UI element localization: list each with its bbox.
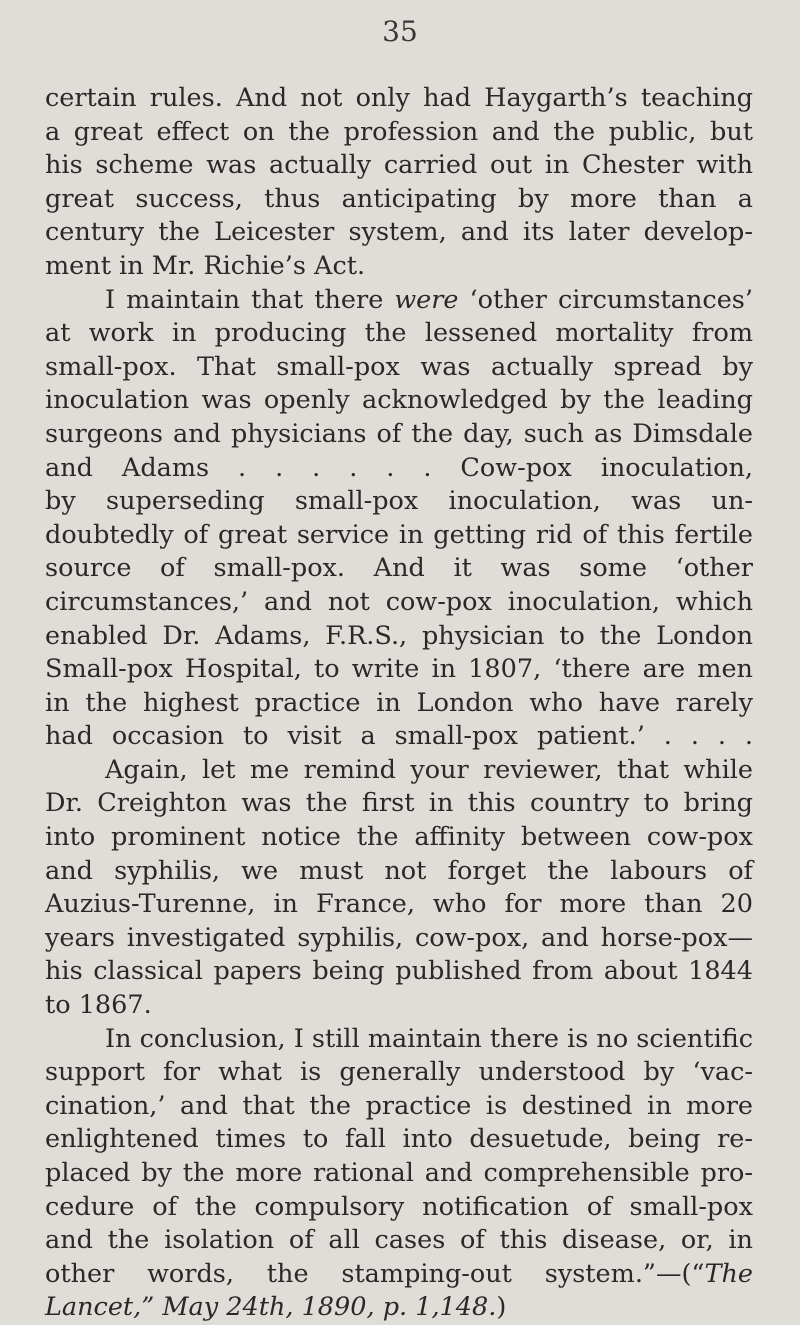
text-line: support for what is generally understood by ‘vac- xyxy=(45,1057,753,1088)
text-line: Lancet,” May 24th, 1890, p. 1,148.) xyxy=(45,1292,507,1323)
text-line: and Adams . . . . . . Cow-pox inoculation, xyxy=(45,452,753,483)
text-line: a great effect on the profession and the public, but xyxy=(45,116,753,147)
page-number: 35 xyxy=(382,15,418,48)
text-line: and syphilis, we must not forget the labours of xyxy=(45,855,753,886)
text-line: enlightened times to fall into desuetude, being re- xyxy=(45,1124,753,1155)
body-text xyxy=(45,82,753,1325)
text-line: by superseding small-pox inoculation, was un- xyxy=(45,486,753,517)
text-line: certain rules. And not only had Haygarth’s teaching xyxy=(45,83,753,113)
text-line: his classical papers being published from about 1844 xyxy=(45,956,753,987)
text-line: other words, the stamping-out system.”—(“The xyxy=(45,1258,753,1289)
text-line: Again, let me remind your reviewer, that while xyxy=(105,754,753,785)
text-line: Dr. Creighton was the first in this country to bring xyxy=(45,788,753,819)
text-line: source of small-pox. And it was some ‘other xyxy=(45,553,753,584)
text-line: in the highest practice in London who have rarely xyxy=(45,687,753,718)
text-line: surgeons and physicians of the day, such as Dimsdale xyxy=(45,418,753,449)
text-line: great success, thus anticipating by more than a xyxy=(45,183,753,214)
text-line: years investigated syphilis, cow-pox, and horse-pox— xyxy=(45,922,753,953)
text-line: Small-pox Hospital, to write in 1807, ‘there are men xyxy=(45,654,753,685)
text-line: to 1867. xyxy=(45,990,152,1021)
text-line: Auzius-Turenne, in France, who for more than 20 xyxy=(45,889,753,920)
text-line: inoculation was openly acknowledged by the leading xyxy=(45,385,753,416)
text-line: century the Leicester system, and its later develop- xyxy=(45,217,753,248)
text-line: I maintain that there were ‘other circumstances’ xyxy=(105,284,753,315)
text-line: circumstances,’ and not cow-pox inoculation, which xyxy=(45,586,753,617)
text-line: had occasion to visit a small-pox patient.’ . . . . xyxy=(45,721,753,752)
text-line: doubtedly of great service in getting rid of this fertile xyxy=(45,519,753,550)
text-line: ment in Mr. Richie’s Act. xyxy=(45,250,366,281)
text-line: cination,’ and that the practice is destined in more xyxy=(45,1090,753,1121)
text-line: placed by the more rational and comprehensible pro- xyxy=(45,1158,753,1188)
text-line: at work in producing the lessened mortality from xyxy=(45,318,753,349)
text-line: and the isolation of all cases of this disease, or, in xyxy=(45,1225,753,1256)
text-line: small-pox. That small-pox was actually spread by xyxy=(45,351,753,382)
text-line: his scheme was actually carried out in Chester with xyxy=(45,150,753,181)
text-line: cedure of the compulsory notification of small-pox xyxy=(45,1191,753,1222)
text-line: enabled Dr. Adams, F.R.S., physician to the London xyxy=(45,620,753,651)
text-line: In conclusion, I still maintain there is no scientific xyxy=(105,1023,754,1054)
text-line: into prominent notice the affinity between cow-pox xyxy=(45,822,753,853)
